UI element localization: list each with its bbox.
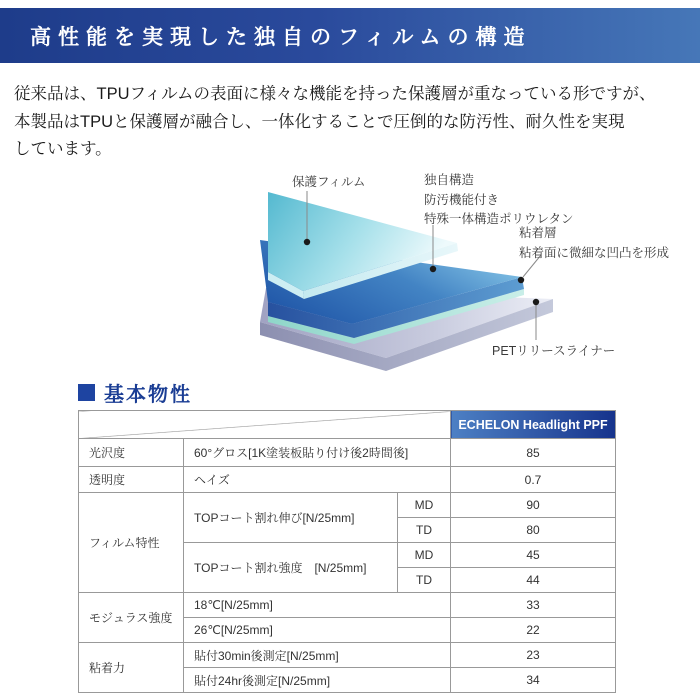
table-row bbox=[79, 593, 616, 618]
cell-category: モジュラス強度 bbox=[79, 593, 184, 643]
cell-category: 粘着力 bbox=[79, 643, 184, 693]
table-row bbox=[79, 411, 616, 439]
table-row bbox=[79, 493, 616, 518]
label-adhesive-layer bbox=[519, 224, 669, 263]
cell-value: 45 bbox=[451, 543, 616, 568]
cell-value: 90 bbox=[451, 493, 616, 518]
table-row bbox=[79, 643, 616, 668]
cell-condition: TOPコート割れ強度 [N/25mm] bbox=[184, 543, 398, 593]
cell-category: 光沢度 bbox=[79, 439, 184, 467]
table-row bbox=[79, 467, 616, 493]
cell-value: 0.7 bbox=[451, 467, 616, 493]
cell-value: 44 bbox=[451, 568, 616, 593]
cell-value: 33 bbox=[451, 593, 616, 618]
label-adhesive-line1: 粘着層 bbox=[519, 226, 557, 240]
label-unique-line3: 特殊一体構造ポリウレタン bbox=[424, 212, 574, 226]
cell-condition: 26℃[N/25mm] bbox=[184, 618, 451, 643]
label-protective-film: 保護フィルム bbox=[292, 175, 366, 189]
cell-value: 34 bbox=[451, 668, 616, 693]
film-structure-diagram bbox=[0, 165, 700, 378]
cell-value: 22 bbox=[451, 618, 616, 643]
label-adhesive-line2: 粘着面に微細な凹凸を形成 bbox=[519, 245, 670, 260]
section-title: 基本物性 bbox=[104, 384, 192, 406]
table-row bbox=[79, 439, 616, 467]
cell-direction: TD bbox=[398, 568, 451, 593]
intro-line-2: 本製品はTPUと保護層が融合し、一体化することで圧倒的な防汚性、耐久性を実現 bbox=[14, 112, 625, 131]
page-title: 高性能を実現した独自のフィルムの構造 bbox=[30, 24, 532, 49]
spec-table bbox=[78, 410, 616, 693]
table-corner-cell bbox=[79, 411, 451, 439]
label-unique-line1: 独自構造 bbox=[424, 173, 475, 187]
product-header-cell: ECHELON Headlight PPF bbox=[451, 411, 616, 439]
cell-direction: TD bbox=[398, 518, 451, 543]
cell-value: 80 bbox=[451, 518, 616, 543]
intro-line-3: しています。 bbox=[14, 140, 112, 158]
cell-category: 透明度 bbox=[79, 467, 184, 493]
label-unique-structure bbox=[424, 171, 574, 230]
label-unique-line2: 防汚機能付き bbox=[424, 192, 500, 207]
intro-paragraph bbox=[14, 81, 690, 164]
intro-line-1: 従来品は、TPUフィルムの表面に様々な機能を持った保護層が重なっている形ですが、 bbox=[14, 85, 656, 103]
cell-condition: 18℃[N/25mm] bbox=[184, 593, 451, 618]
spec-table-wrapper bbox=[78, 410, 616, 693]
cell-condition: 60°グロス[1K塗装板貼り付け後2時間後] bbox=[184, 439, 451, 467]
title-bar bbox=[0, 8, 700, 63]
cell-value: 23 bbox=[451, 643, 616, 668]
cell-condition: 貼付30min後測定[N/25mm] bbox=[184, 643, 451, 668]
cell-condition: TOPコート割れ伸び[N/25mm] bbox=[184, 493, 398, 543]
square-bullet-icon bbox=[78, 384, 95, 401]
cell-condition: 貼付24hr後測定[N/25mm] bbox=[184, 668, 451, 693]
label-pet-liner: PETリリースライナー bbox=[492, 344, 616, 358]
cell-value: 85 bbox=[451, 439, 616, 467]
cell-direction: MD bbox=[398, 543, 451, 568]
cell-direction: MD bbox=[398, 493, 451, 518]
cell-category: フィルム特性 bbox=[79, 493, 184, 593]
cell-condition: ヘイズ bbox=[184, 467, 451, 493]
section-heading bbox=[78, 378, 192, 407]
